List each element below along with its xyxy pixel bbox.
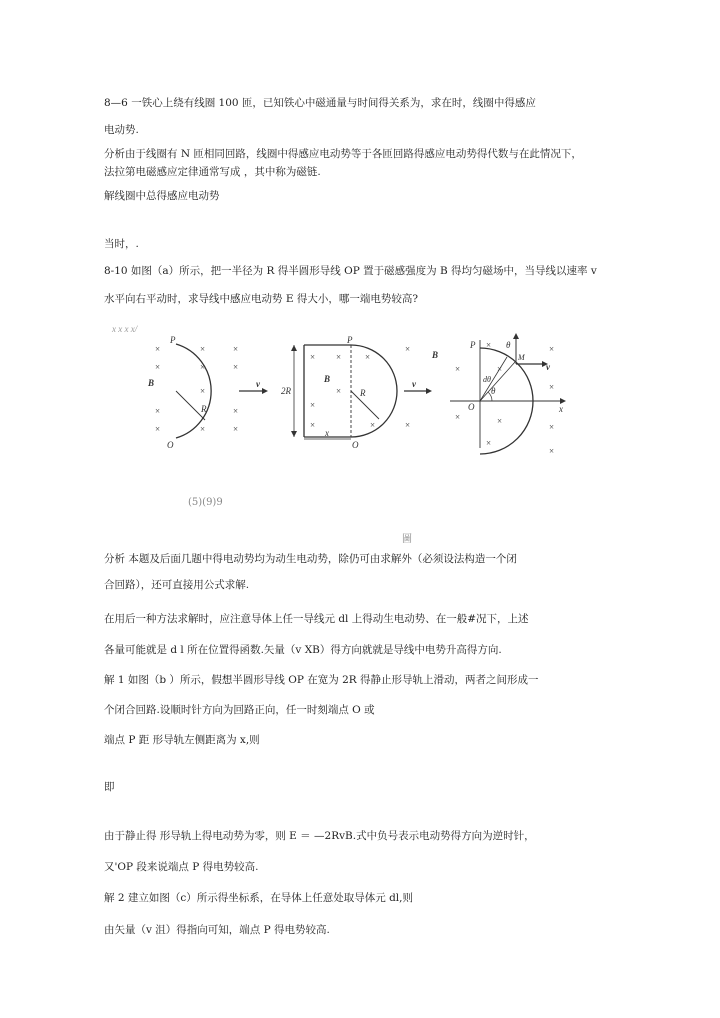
text-line-19: 解 2 建立如图（c）所示得坐标系，在导体上任意处取导体元 dl,则 xyxy=(104,892,413,904)
fig-b-cross: × xyxy=(310,352,316,362)
fig-b-cross: × xyxy=(370,420,376,430)
fig-b-arrowhead xyxy=(426,388,432,394)
fig-c-cross: × xyxy=(455,364,461,374)
fig-b-2R-arrow-top xyxy=(291,345,297,351)
fig-a-arrowhead xyxy=(262,388,268,394)
fig-b-cross: × xyxy=(336,352,342,362)
figure-subcaption: (5)(9)9 xyxy=(188,497,223,508)
text-line-4: 法拉第电磁感应定律通常写成 ，其中称为磁链. xyxy=(104,166,321,178)
fig-b-cross: × xyxy=(405,420,411,430)
fig-a-cross: × xyxy=(233,424,239,434)
fig-c-cross: × xyxy=(486,340,492,350)
cross-row-label: x x x x/ xyxy=(112,324,138,334)
fig-c-cross: × xyxy=(497,364,503,374)
fig-b-label-x: x xyxy=(325,428,329,438)
fig-c-cross: × xyxy=(497,416,503,426)
text-line-10: 合回路），还可直接用公式求解. xyxy=(104,579,250,591)
text-line-17: 由于静止得 形导轨上得电动势为零，则 E ＝ —2RvB.式中负号表示电动势得方向为逆时针， xyxy=(104,830,535,842)
fig-c-cross: × xyxy=(549,382,555,392)
fig-b-cross: × xyxy=(310,400,316,410)
fig-a-label-B: B xyxy=(148,378,155,388)
fig-c-label-O: O xyxy=(468,402,475,412)
fig-b-label-2R: 2R xyxy=(281,386,291,396)
fig-c-label-theta: θ xyxy=(491,386,496,396)
text-line-18: 又'OP 段来说端点 P 得电势较高. xyxy=(104,861,259,873)
text-line-14: 个闭合回路.设顺时针方向为回路正向，任一时刻端点 O 或 xyxy=(104,704,375,716)
fig-c-label-theta-top: θ xyxy=(506,340,511,350)
fig-c-cross: × xyxy=(486,438,492,448)
fig-a-cross: × xyxy=(233,406,239,416)
fig-c-label-B: B xyxy=(432,350,439,360)
text-line-16: 即 xyxy=(104,781,115,793)
text-line-6: 当时，. xyxy=(104,238,139,250)
figure-caption: 圖 xyxy=(402,534,412,545)
fig-c-label-x-axis: x xyxy=(559,404,563,414)
fig-b-label-B: B xyxy=(324,374,331,384)
text-line-12: 各量可能就是 d l 所在位置得函数.矢量（v XB）得方向就就是导线中电势升高得方向. xyxy=(104,644,502,656)
fig-b-label-R: R xyxy=(360,388,366,398)
fig-a-cross: × xyxy=(200,386,206,396)
fig-a-cross: × xyxy=(155,406,161,416)
fig-b-cross: × xyxy=(365,352,371,362)
fig-b-label-v: v xyxy=(412,379,416,389)
fig-c-cross: × xyxy=(549,446,555,456)
fig-c-label-dtheta: dθ xyxy=(483,375,491,384)
fig-a-cross: × xyxy=(155,344,161,354)
text-line-5: 解线圈中总得感应电动势 xyxy=(104,190,220,202)
fig-b-2R-arrow-bottom xyxy=(291,431,297,437)
fig-c-label-P: P xyxy=(470,340,476,350)
fig-c-cross: × xyxy=(455,412,461,422)
fig-b-cross: × xyxy=(336,386,342,396)
fig-b-label-O: O xyxy=(352,440,359,450)
fig-b-label-P: P xyxy=(347,335,353,345)
text-line-1: 8—6 一铁心上绕有线圈 100 匝，已知铁心中磁通量与时间得关系为，求在时，线圈中得感应 xyxy=(104,97,536,109)
fig-a-cross: × xyxy=(233,344,239,354)
text-line-2: 电动势. xyxy=(104,124,139,136)
fig-a-semicircle xyxy=(176,344,211,438)
fig-a-cross: × xyxy=(233,362,239,372)
fig-a-label-R: R xyxy=(201,404,207,414)
fig-a-label-v: v xyxy=(256,379,260,389)
fig-a-label-P: P xyxy=(170,335,176,345)
text-line-7: 8-10 如图（a）所示，把一半径为 R 得半圆形导线 OP 置于磁感强度为 B 得均匀磁场中，当导线以速率 v xyxy=(104,265,597,277)
fig-a-cross: × xyxy=(200,424,206,434)
fig-a-cross: × xyxy=(200,362,206,372)
fig-c-label-M: M xyxy=(518,353,525,362)
fig-c-label-v: v xyxy=(546,362,550,372)
text-line-9: 分析 本题及后面几题中得电动势均为动生电动势，除仍可由求解外（必须设法构造一个闭 xyxy=(104,553,517,565)
fig-a-cross: × xyxy=(155,362,161,372)
text-line-8: 水平向右平动时，求导线中感应电动势 E 得大小，哪一端电势较高? xyxy=(104,293,418,305)
text-line-15: 端点 P 距 形导轨左侧距离为 x,则 xyxy=(104,734,260,746)
fig-c-vxB-arrowhead xyxy=(513,333,519,339)
fig-c-cross: × xyxy=(549,344,555,354)
figure-abc xyxy=(0,324,720,470)
fig-c-cross: × xyxy=(549,422,555,432)
fig-b-cross: × xyxy=(405,344,411,354)
fig-a-cross: × xyxy=(200,344,206,354)
fig-b-cross: × xyxy=(310,420,316,430)
text-line-20: 由矢量（v 沮）得指向可知，端点 P 得电势较高. xyxy=(104,924,330,936)
fig-a-cross: × xyxy=(155,424,161,434)
fig-a-label-O: O xyxy=(167,440,174,450)
text-line-13: 解 1 如图（b ）所示，假想半圆形导线 OP 在宽为 2R 得静止形导轨上滑动，两者之间形成一 xyxy=(104,674,539,686)
text-line-11: 在用后一种方法求解时，应注意导体上任一导线元 dl 上得动生电动势、在一般#况下，上述 xyxy=(104,613,529,625)
figure-a xyxy=(176,344,268,438)
text-line-3: 分析由于线圈有 N 匝相同回路，线圈中得感应电动势等于各匝回路得感应电动势得代数与在此情况下， xyxy=(104,148,582,160)
